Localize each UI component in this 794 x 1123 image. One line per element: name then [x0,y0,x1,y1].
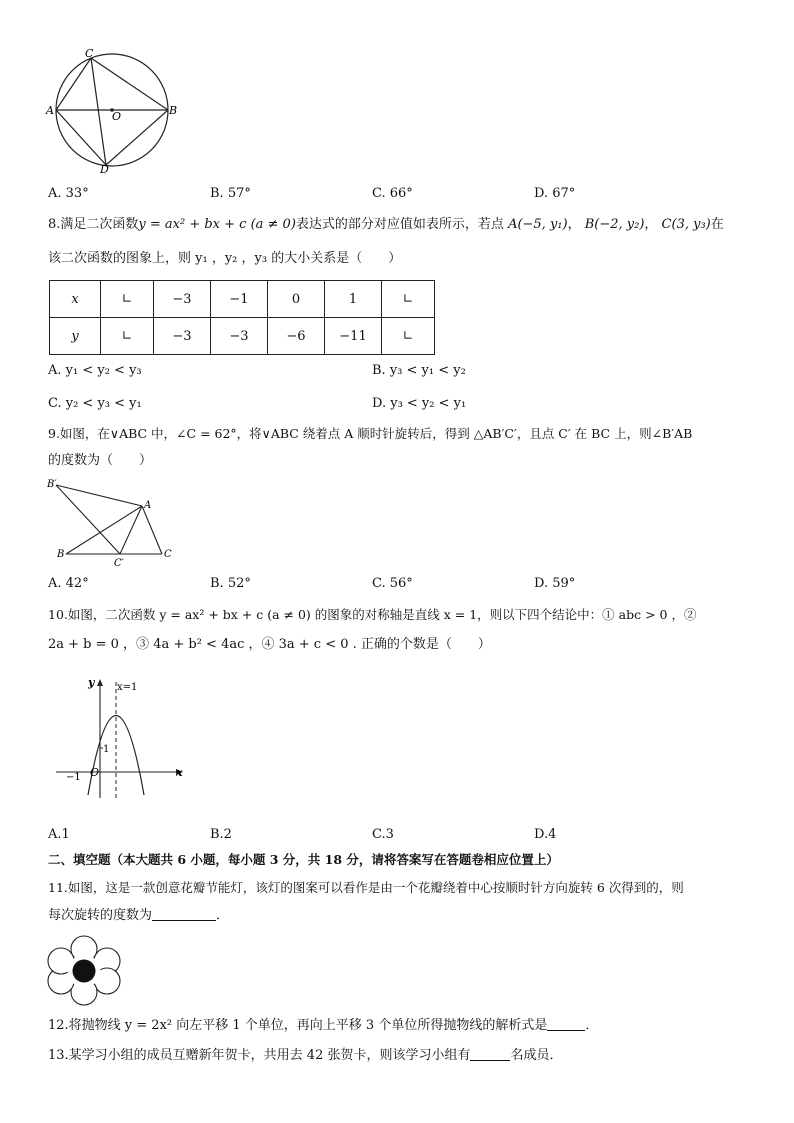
table-cell: x [50,281,101,318]
table-cell: −11 [325,318,382,355]
y-arrow-icon [97,679,103,686]
table-cell: ∟ [382,318,435,355]
table-cell: −3 [154,281,211,318]
q9-stem-line1: 9.如图，在∨ABC 中，∠C = 62°，将∨ABC 绕着点 A 顺时针旋转后，得到 △AB′C′，且点 C′ 在 BC 上，则∠B′AB [48,426,693,441]
q13-answer-blank[interactable] [470,1048,510,1061]
q8-stem-line1: 8.满足二次函数y = ax² + bx + c (a ≠ 0)表达式的部分对应值如表所示，若点 A(−5, y₁)， B(−2, y₂)， C(3, y₃)在 [48,217,724,232]
q8-stem-b: 表达式的部分对应值如表所示，若点 [295,217,504,232]
flower-core [73,960,96,983]
label-origin: O [90,766,100,779]
label-c: C [85,47,94,60]
seg-b1c1 [56,485,120,554]
label-x: x [176,766,183,779]
q9-triangle-figure [44,478,184,568]
q8-point-b: B(−2, y₂) [584,217,645,232]
label-one: 1 [103,744,110,755]
q11-stem-text: 每次旋转的度数为 [48,908,153,923]
q7-option-b[interactable]: B. 57° [210,186,251,201]
q8-point-a: A(−5, y₁) [508,217,568,232]
q7-circle-figure [42,46,182,174]
label-o: O [112,110,122,123]
q13-stem [48,1047,563,1065]
q8-value-table [49,280,435,355]
q12-stem-text: 12.将抛物线 y = 2x² 向左平移 1 个单位，再向上平移 3 个单位所得抛物线的解析式是 [48,1018,548,1033]
table-cell: 1 [325,281,382,318]
q9-option-c[interactable]: C. 56° [372,576,413,591]
q11-stem-line1: 11.如图，这是一款创意花瓣节能灯，该灯的图案可以看作是由一个花瓣绕着中心按顺时针方向旋转 6 次得到的，则 [48,880,684,895]
q8-point-c: C(3, y₃) [661,217,711,232]
q10-stem-line1: 10.如图，二次函数 y = ax² + bx + c (a ≠ 0) 的图象的对称轴是直线 x = 1，则以下四个结论中：① abc > 0 ，② [48,607,697,622]
label-y: y [88,676,95,689]
chord-cd [91,58,106,165]
label-c: C [164,549,172,560]
table-cell: −3 [154,318,211,355]
table-row-y [50,318,435,355]
label-b: B [57,549,65,560]
seg-ab1 [56,485,142,506]
q11-stem-line2: 每次旋转的度数为 ． [48,908,230,923]
q8-option-a[interactable]: A. y₁ < y₂ < y₃ [48,363,142,378]
q10-option-d[interactable]: D.4 [534,827,557,842]
q8-option-c[interactable]: C. y₂ < y₃ < y₁ [48,396,142,411]
table-cell: −3 [211,318,268,355]
label-b: B [169,104,178,117]
q10-option-b[interactable]: B.2 [210,827,232,842]
q9-stem-line2: 的度数为（ ） [48,453,153,468]
q11-answer-blank[interactable] [152,908,216,921]
q10-parabola-figure [52,672,192,802]
q11-flower-figure [46,934,122,1006]
q8-option-b[interactable]: B. y₃ < y₁ < y₂ [372,363,466,378]
label-c-prime: C′ [114,558,124,568]
q7-option-d[interactable]: D. 67° [534,186,576,201]
q8-formula: y = ax² + bx + c (a ≠ 0) [138,217,296,232]
q7-option-c[interactable]: C. 66° [372,186,413,201]
chord-cb [91,58,168,110]
q9-option-d[interactable]: D. 59° [534,576,576,591]
label-a: A [144,500,152,511]
q8-stem-a: 8.满足二次函数 [48,217,139,232]
q13-stem-text-a: 13.某学习小组的成员互赠新年贺卡，共用去 42 张贺卡，则该学习小组有 [48,1048,471,1063]
q9-option-a[interactable]: A. 42° [48,576,89,591]
table-cell: y [50,318,101,355]
q8-stem-c: 在 [710,217,724,232]
label-x-eq-1: x=1 [117,682,138,693]
label-d: D [100,163,109,174]
table-cell: ∟ [382,281,435,318]
q10-option-c[interactable]: C.3 [372,827,394,842]
q8-stem-line2: 该二次函数的图象上，则 y₁ ，y₂ ，y₃ 的大小关系是（ ） [48,251,402,266]
section-two-heading: 二、填空题（本大题共 6 小题，每小题 3 分，共 18 分，请将答案写在答题卷相应位置上） [48,852,559,867]
q13-stem-text-b: 名成员． [510,1048,563,1063]
seg-ac [142,506,162,554]
label-a: A [46,104,54,117]
q9-option-b[interactable]: B. 52° [210,576,251,591]
label-neg-one: −1 [66,772,81,783]
table-cell: −6 [268,318,325,355]
table-row-x [50,281,435,318]
table-cell: −1 [211,281,268,318]
q10-stem-line2: 2a + b = 0 ，③ 4a + b² < 4ac ，④ 3a + c < 0 . 正确的个数是（ ） [48,637,491,652]
q12-answer-blank[interactable] [547,1018,585,1031]
table-cell: ∟ [101,281,154,318]
table-cell: 0 [268,281,325,318]
q7-option-a[interactable]: A. 33° [48,186,89,201]
q10-option-a[interactable]: A.1 [48,827,70,842]
q12-stem: 12.将抛物线 y = 2x² 向左平移 1 个单位，再向上平移 3 个单位所得抛物线的解析式是 ． [48,1018,599,1033]
table-cell: ∟ [101,318,154,355]
chord-ac [56,58,91,110]
q8-option-d[interactable]: D. y₃ < y₂ < y₁ [372,396,467,411]
label-b-prime: B′ [47,479,57,490]
